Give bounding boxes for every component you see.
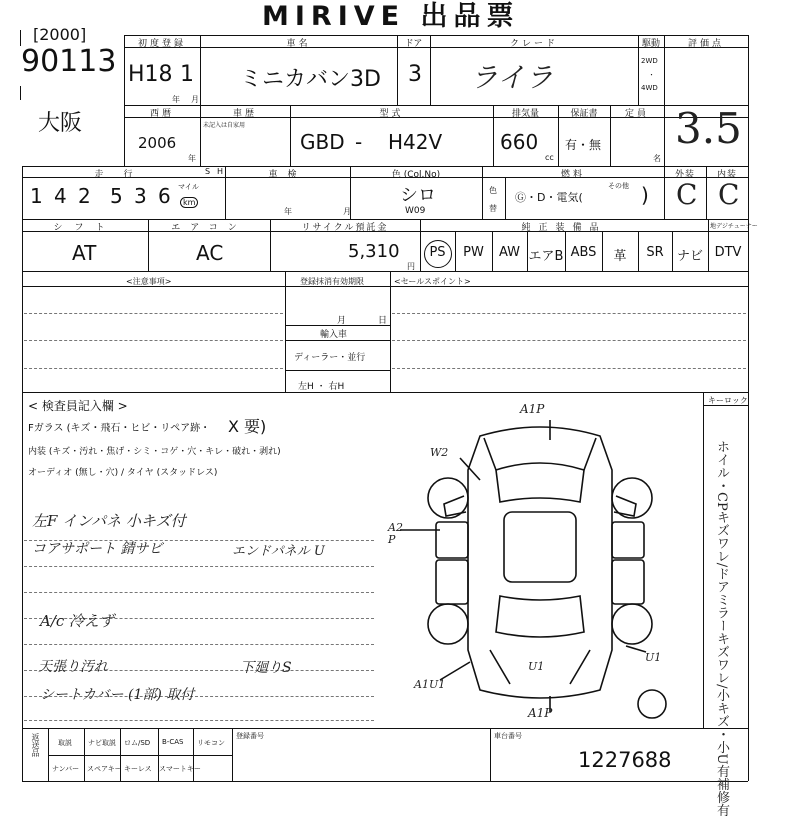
equip-airbag: エアB xyxy=(528,249,564,264)
header-exterior: 外装 xyxy=(674,170,695,180)
import-steering: 左H ・ 右H xyxy=(298,382,345,392)
recycle-amount: 5,310 xyxy=(348,241,400,262)
equip-pw: PW xyxy=(463,245,484,260)
inspector-audio: オーディオ (無し・穴) / タイヤ (スタッドレス) xyxy=(28,468,218,478)
mileage-digit: 4 xyxy=(54,184,67,208)
header-mileage: 走行 xyxy=(94,170,153,180)
page-title: MIRIVE 出品票 xyxy=(262,1,520,32)
western-year: 2006 xyxy=(138,134,177,152)
key-lock-label: キーロック xyxy=(708,396,748,405)
history-note: 未記入は自家用 xyxy=(203,122,246,129)
inspector-glass-x: X 要) xyxy=(228,417,267,436)
equip-leather: 革 xyxy=(613,249,627,264)
inspector-interior: 内装 (キズ・汚れ・焦げ・シミ・コゲ・穴・キレ・破れ・剥れ) xyxy=(28,447,281,457)
header-western: 西暦 xyxy=(149,109,174,119)
reg-expiry-header: 登録抹消有効期限 xyxy=(300,277,364,286)
diag-label-bottom: A1P xyxy=(528,706,553,720)
equip-ps-label: PS xyxy=(429,245,446,260)
header-history: 車歴 xyxy=(232,109,257,119)
shaken-s: S xyxy=(205,167,211,176)
equip-sr: SR xyxy=(646,245,664,260)
shaken-tsuki: 月 xyxy=(343,207,351,216)
inspector-glass: Fガラス (キズ・飛石・ヒビ・リペア跡・ xyxy=(28,423,211,434)
car-name-value: ミニカバン3D xyxy=(240,67,381,92)
header-interior: 内装 xyxy=(716,170,737,180)
region-label: 大阪 xyxy=(38,111,83,136)
score-value: 3.5 xyxy=(675,104,742,153)
equip-abs: ABS xyxy=(570,245,597,260)
header-displacement: 排気量 xyxy=(511,109,539,119)
lot-year: [2000] xyxy=(33,25,87,44)
mileage-digit: 5 xyxy=(110,184,123,208)
footer-item-keyless: キーレス xyxy=(124,765,152,773)
footer-item-bcas: B-CAS xyxy=(162,738,184,746)
footer-item-rom: ロム/SD xyxy=(124,739,151,747)
doors-value: 3 xyxy=(408,62,422,87)
first-reg-tsuki: 月 xyxy=(191,95,199,104)
header-aircon: エアコン xyxy=(171,223,247,233)
header-score: 評価点 xyxy=(687,39,724,49)
handwritten-note-2: コアサポート 錆サビ xyxy=(32,541,163,557)
header-shaken: 車検 xyxy=(268,170,307,180)
sales-point-header: <セールスポイント> xyxy=(394,277,471,286)
diag-label-rear-center: U1 xyxy=(528,660,545,673)
mileage-mile: マイル xyxy=(178,183,199,191)
import-header: 輸入車 xyxy=(320,330,348,340)
mileage-digit: 1 xyxy=(30,184,43,208)
footer-return-label: 返送品 xyxy=(31,733,40,757)
import-type: ディーラー・並行 xyxy=(294,353,366,363)
diag-label-left-mirror: W2 xyxy=(430,446,449,459)
fuel-other: その他 xyxy=(608,182,629,190)
footer-item-navi-manual: ナビ取説 xyxy=(88,739,116,747)
fuel-close: ) xyxy=(641,183,649,207)
model-prefix: GBD xyxy=(300,130,345,154)
handwritten-note-4: A/c 冷えず xyxy=(40,612,115,630)
handwritten-note-5: 天張り汚れ xyxy=(38,659,108,675)
color-label-bottom: 替 xyxy=(489,204,497,213)
header-drive: 駆動 xyxy=(641,39,660,49)
color-name: シロ xyxy=(400,185,436,206)
diag-label-rear-right: U1 xyxy=(645,651,662,664)
model-code: H42V xyxy=(388,130,443,154)
grade-value: ライラ xyxy=(470,61,554,94)
displacement-value: 660 xyxy=(500,130,539,154)
mileage-km: km xyxy=(180,197,198,208)
chassis-number: 1227688 xyxy=(578,748,672,772)
footer-chassis-label: 車台番号 xyxy=(494,732,522,740)
equip-aw: AW xyxy=(498,245,521,260)
fuel-value: Ⓖ・D・電気( xyxy=(515,191,583,204)
diag-label-rear-left: A1U1 xyxy=(414,678,446,691)
header-grade: クレード xyxy=(509,39,558,49)
equip-dtv: DTV xyxy=(714,245,742,260)
handwritten-note-7: シートカバー (1部) 取付 xyxy=(40,687,195,703)
header-tuner: 地デジチューナー xyxy=(710,223,758,230)
vertical-note: ホイル・CPキズワレ/ドアミラーキズワレ/小キズ・小U有補修有 xyxy=(714,440,729,816)
header-shift: シフト xyxy=(53,223,117,233)
shaken-h: H xyxy=(217,167,224,176)
aircon-value: AC xyxy=(196,241,224,265)
header-warranty: 保証書 xyxy=(570,109,598,119)
mileage-digit: 3 xyxy=(134,184,147,208)
recycle-unit: 円 xyxy=(407,262,415,271)
first-reg-era: H18 xyxy=(128,62,173,87)
color-label-top: 色 xyxy=(489,186,497,195)
mileage-digit: 6 xyxy=(158,184,171,208)
reg-expiry-day: 日 xyxy=(378,316,388,326)
exterior-grade: C xyxy=(676,178,698,211)
header-model: 型式 xyxy=(379,109,404,119)
first-reg-month: 1 xyxy=(180,62,194,87)
inspector-header: < 検査員記入欄 > xyxy=(28,399,128,413)
western-nen: 年 xyxy=(188,154,196,163)
first-reg-nen: 年 xyxy=(172,95,180,104)
drive-2wd: 2WD xyxy=(641,57,658,65)
model-dash: - xyxy=(355,130,363,154)
header-fuel: 燃料 xyxy=(560,170,585,180)
displacement-unit: cc xyxy=(545,153,554,162)
header-capacity: 定員 xyxy=(624,109,649,119)
header-recycle: リサイクル預託金 xyxy=(301,223,389,233)
drive-dot: ・ xyxy=(648,71,655,79)
shift-value: AT xyxy=(72,241,97,265)
diag-label-top: A1P xyxy=(520,402,545,416)
header-car-name: 車名 xyxy=(286,39,311,49)
shaken-nen: 年 xyxy=(284,207,292,216)
mileage-digit: 2 xyxy=(78,184,91,208)
footer-reg-number-label: 登録番号 xyxy=(236,732,264,740)
header-doors: ドア xyxy=(404,39,423,49)
footer-item-manual: 取説 xyxy=(58,739,72,747)
handwritten-note-6: 下廻りS xyxy=(240,660,292,676)
footer-item-smart-key: スマートキー xyxy=(159,765,201,773)
color-code: W09 xyxy=(405,206,426,216)
reg-expiry-month: 月 xyxy=(337,316,347,326)
header-color: 色 (Col.No) xyxy=(391,170,441,180)
handwritten-note-3: エンドパネル U xyxy=(232,544,325,559)
warranty-value: 有・無 xyxy=(565,138,602,152)
notes-header: <注意事項> xyxy=(126,277,172,286)
header-equipment: 純正装備品 xyxy=(521,223,607,233)
header-first-reg: 初度登録 xyxy=(137,39,186,49)
equip-navi: ナビ xyxy=(676,249,703,264)
footer-item-spare-key: スペアキー xyxy=(87,765,122,773)
footer-item-plate: ナンバー xyxy=(52,765,80,773)
handwritten-note-1: 左F インパネ 小キズ付 xyxy=(32,512,186,530)
lot-number: 90113 xyxy=(21,44,117,79)
drive-4wd: 4WD xyxy=(641,84,658,92)
footer-item-remote: リモコン xyxy=(197,739,225,747)
capacity-unit: 名 xyxy=(653,154,661,163)
interior-grade: C xyxy=(718,178,740,211)
diag-label-side: A2 P xyxy=(388,521,403,546)
